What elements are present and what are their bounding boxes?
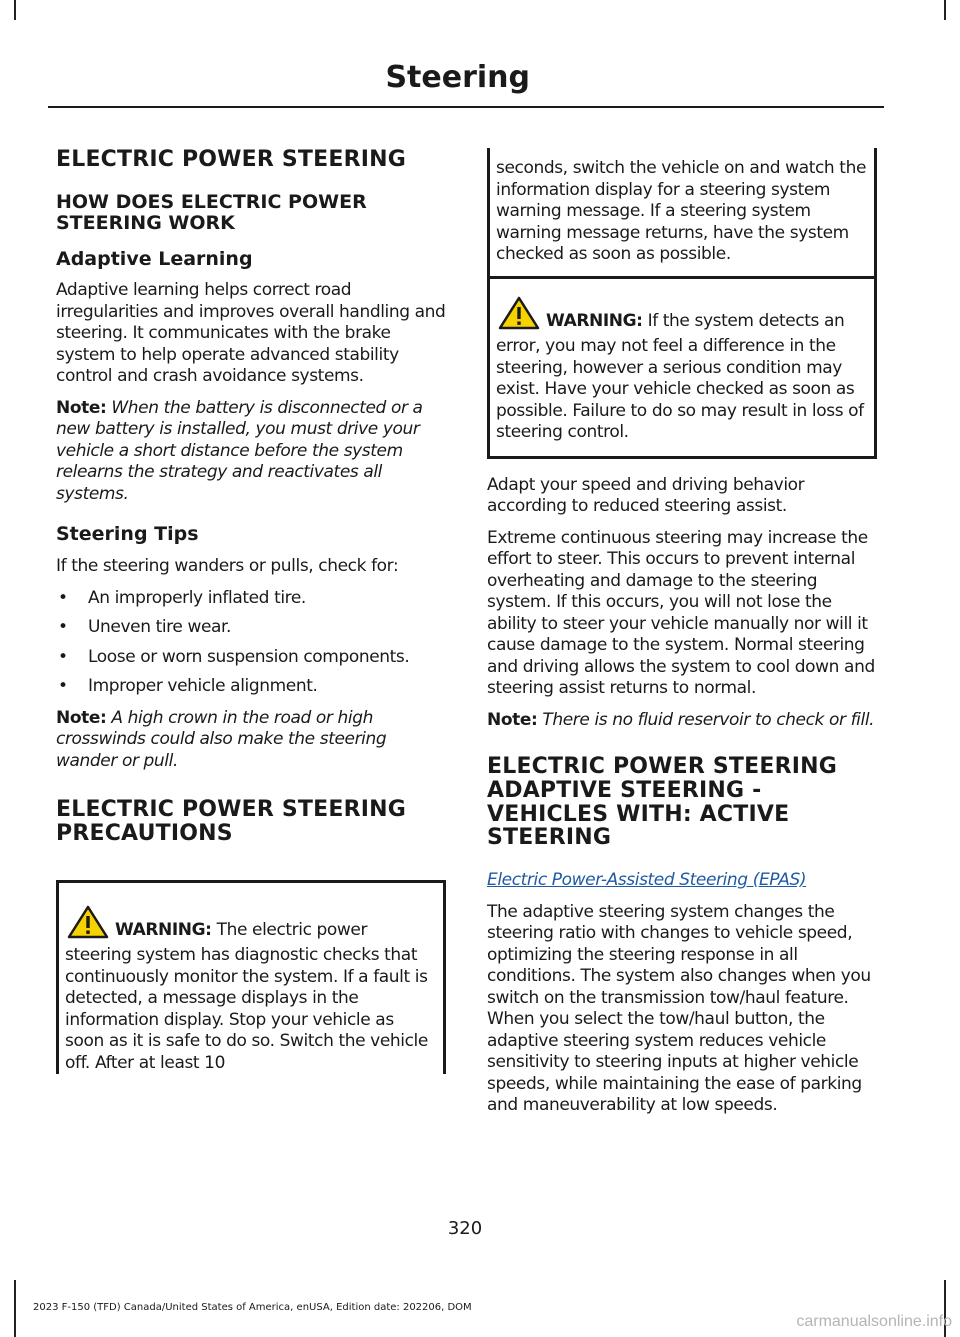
crop-mark <box>14 1280 16 1337</box>
paragraph-adapt-speed: Adapt your speed and driving behavior according to reduced steering assist. <box>487 474 805 516</box>
heading-steering-tips: Steering Tips <box>56 523 199 546</box>
section-title-adaptive-steering: ELECTRIC POWER STEERING ADAPTIVE STEERING - VEHICLES WITH: ACTIVE STEERING <box>487 754 837 851</box>
paragraph-continuous-steering: Extreme continuous steering may increase the effort to steer. This occurs to prevent internal overheating and damage to the steering system. If this occurs, you will not lose the ability to steer your vehicle manually nor will it cause damage to the system. Normal steering and driving allows the system to cool down and steering assist returns to normal. <box>487 527 875 698</box>
list-item: • Loose or worn suspension components. <box>58 646 410 667</box>
subsection-title-how-it-works: HOW DOES ELECTRIC POWER STEERING WORK <box>56 190 367 234</box>
epas-link-paragraph <box>487 870 877 892</box>
edition-footer: 2023 F-150 (TFD) Canada/United States of America, enUSA, Edition date: 202206, DOM <box>33 1302 472 1313</box>
warning-continuation: seconds, switch the vehicle on and watch the information display for a steering system warning message. If a steering system warning message returns, have the system checked as soon as possible. <box>496 158 866 264</box>
warning-paragraph <box>65 905 437 1075</box>
crop-mark <box>14 0 16 20</box>
header-divider <box>48 106 884 108</box>
note-crosswinds <box>56 708 446 773</box>
note-label: Note: <box>56 397 107 418</box>
note-battery <box>56 398 446 506</box>
right-column <box>487 148 877 1127</box>
note-label: Note: <box>56 707 107 728</box>
note-fluid-reservoir <box>487 710 877 732</box>
left-column <box>56 148 446 1074</box>
page-header-title: Steering <box>385 60 530 95</box>
section-title-precautions: ELECTRIC POWER STEERING PRECAUTIONS <box>56 797 406 846</box>
list-item: • An improperly inflated tire. <box>58 587 306 608</box>
warning-text: The electric power steering system has diagnostic checks that continuously monitor the system. If a fault is detected, a message displays in the information display. Stop your vehicle as soon as it is safe to do so. Switch the vehicle off. After at least 10 <box>65 919 428 1073</box>
crop-mark <box>944 0 946 20</box>
heading-adaptive-learning: Adaptive Learning <box>56 247 253 270</box>
warning-label: WARNING: <box>546 310 643 331</box>
steering-tips-intro: If the steering wanders or pulls, check for: <box>56 556 399 577</box>
list-item: • Improper vehicle alignment. <box>58 676 318 697</box>
page-number: 320 <box>447 1218 483 1239</box>
warning-box-2 <box>487 276 877 459</box>
note-text: When the battery is disconnected or a new battery is installed, you must drive your vehicle a short distance before the system relearns the strategy and reactivates all systems. <box>56 397 423 504</box>
warning-box-part2 <box>487 148 877 279</box>
warning-triangle-icon <box>498 296 540 337</box>
epas-link[interactable]: Electric Power-Assisted Steering (EPAS) <box>487 870 807 890</box>
watermark: carmanualsonline.info <box>796 1313 952 1330</box>
list-item: • Uneven tire wear. <box>58 617 232 638</box>
warning-box-part1 <box>56 880 446 1075</box>
note-text: A high crown in the road or high crosswinds could also make the steering wander or pull. <box>56 707 387 771</box>
section-title-electric-power-steering: ELECTRIC POWER STEERING <box>56 147 406 172</box>
warning-text: If the system detects an error, you may not feel a difference in the steering, however a serious condition may exist. Have your vehicle checked as soon as possible. Failure to do so may result in loss of steering control. <box>496 310 864 442</box>
warning-label: WARNING: <box>115 919 212 940</box>
warning-triangle-icon <box>67 905 109 946</box>
paragraph-adaptive-steering: The adaptive steering system changes the steering ratio with changes to vehicle speed, optimizing the steering response in all conditions. The system also changes when you switch on the transmission tow/haul feature. When you select the tow/haul button, the adaptive steering system reduces vehicle sensitivity to steering inputs at higher vehicle speeds, while maintaining the ease of parking and maneuverability at low speeds. <box>487 901 871 1115</box>
note-label: Note: <box>487 709 538 730</box>
note-text: There is no fluid reservoir to check or fill. <box>542 709 875 730</box>
warning-paragraph <box>496 296 868 444</box>
adaptive-learning-paragraph: Adaptive learning helps correct road irregularities and improves overall handling and steering. It communicates with the brake system to help operate advanced stability control and crash avoidance systems. <box>56 280 446 387</box>
steering-tips-list <box>56 588 446 698</box>
